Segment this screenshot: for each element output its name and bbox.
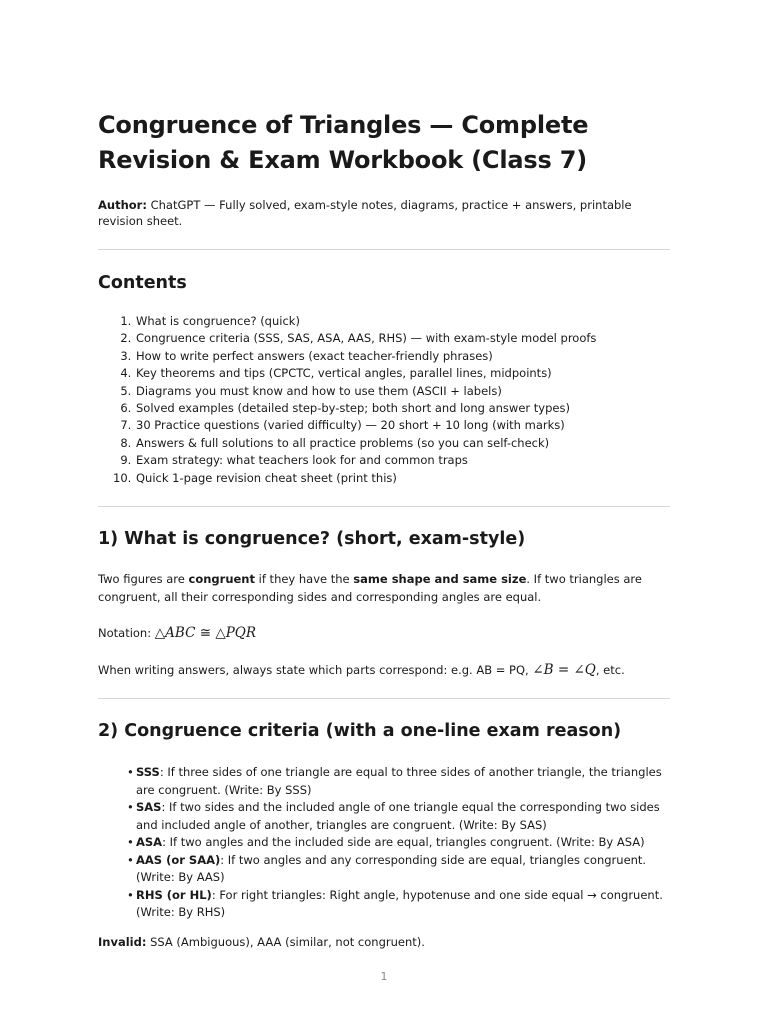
contents-list <box>98 313 670 487</box>
notation-math: △ABC ≅ △PQR <box>154 625 257 642</box>
criteria-item-aas: • AAS (or SAA): If two angles and any corresponding side are equal, triangles congruent. (Write: By AAS) <box>136 852 670 887</box>
contents-item: 6. Solved examples (detailed step-by-step; both short and long answer types) <box>135 400 670 417</box>
contents-item: 5. Diagrams you must know and how to use them (ASCII + labels) <box>135 383 670 400</box>
document-page <box>98 108 670 951</box>
criteria-item-rhs: • RHS (or HL): For right triangles: Right angle, hypotenuse and one side equal → congruent. (Write: By RHS) <box>136 887 670 922</box>
contents-item: 7. 30 Practice questions (varied difficulty) — 20 short + 10 long (with marks) <box>135 417 670 434</box>
contents-item: 4. Key theorems and tips (CPCTC, vertical angles, parallel lines, midpoints) <box>135 365 670 382</box>
congruence-definition: Two figures are congruent if they have the same shape and same size. If two triangles are congruent, all their corresponding sides and corresponding angles are equal. <box>98 572 642 604</box>
contents-item: 3. How to write perfect answers (exact teacher-friendly phrases) <box>135 348 670 365</box>
invalid-criteria-note: Invalid: SSA (Ambiguous), AAA (similar, not congruent). <box>98 934 425 949</box>
contents-item: 8. Answers & full solutions to all practice problems (so you can self-check) <box>135 435 670 452</box>
criteria-item-sss: • SSS: If three sides of one triangle are equal to three sides of another triangle, the triangles are congruent. (Write: By SSS) <box>136 764 670 799</box>
criteria-item-sas: • SAS: If two sides and the included angle of one triangle equal the corresponding two sides and included angle of another, triangles are congruent. (Write: By SAS) <box>136 799 670 834</box>
criteria-list <box>98 764 670 922</box>
notation-line: Notation: △ABC ≅ △PQR <box>98 625 257 642</box>
angle-math: ∠B = ∠Q <box>532 661 596 678</box>
divider <box>98 249 670 250</box>
section-2-heading: 2) Congruence criteria (with a one-line exam reason) <box>98 721 622 742</box>
divider <box>98 698 670 699</box>
divider <box>98 506 670 507</box>
document-title: Congruence of Triangles — Complete Revision & Exam Workbook (Class 7) <box>98 111 589 174</box>
contents-item: 1. What is congruence? (quick) <box>135 313 670 330</box>
author-line <box>98 197 670 229</box>
section-1-heading: 1) What is congruence? (short, exam-style) <box>98 529 526 550</box>
contents-item: 9. Exam strategy: what teachers look for and common traps <box>135 452 670 469</box>
contents-item: 10. Quick 1-page revision cheat sheet (print this) <box>135 470 670 487</box>
author-text: ChatGPT — Fully solved, exam-style notes, diagrams, practice + answers, printable revision sheet. <box>98 198 632 228</box>
criteria-item-asa: • ASA: If two angles and the included side are equal, triangles congruent. (Write: By ASA) <box>136 834 670 852</box>
contents-heading: Contents <box>98 273 187 293</box>
contents-item: 2. Congruence criteria (SSS, SAS, ASA, AAS, RHS) — with exam-style model proofs <box>135 330 670 347</box>
author-label: Author: <box>98 198 147 212</box>
correspondence-note: When writing answers, always state which parts correspond: e.g. AB = PQ, ∠B = ∠Q, etc. <box>98 661 625 678</box>
page-number: 1 <box>380 970 388 983</box>
